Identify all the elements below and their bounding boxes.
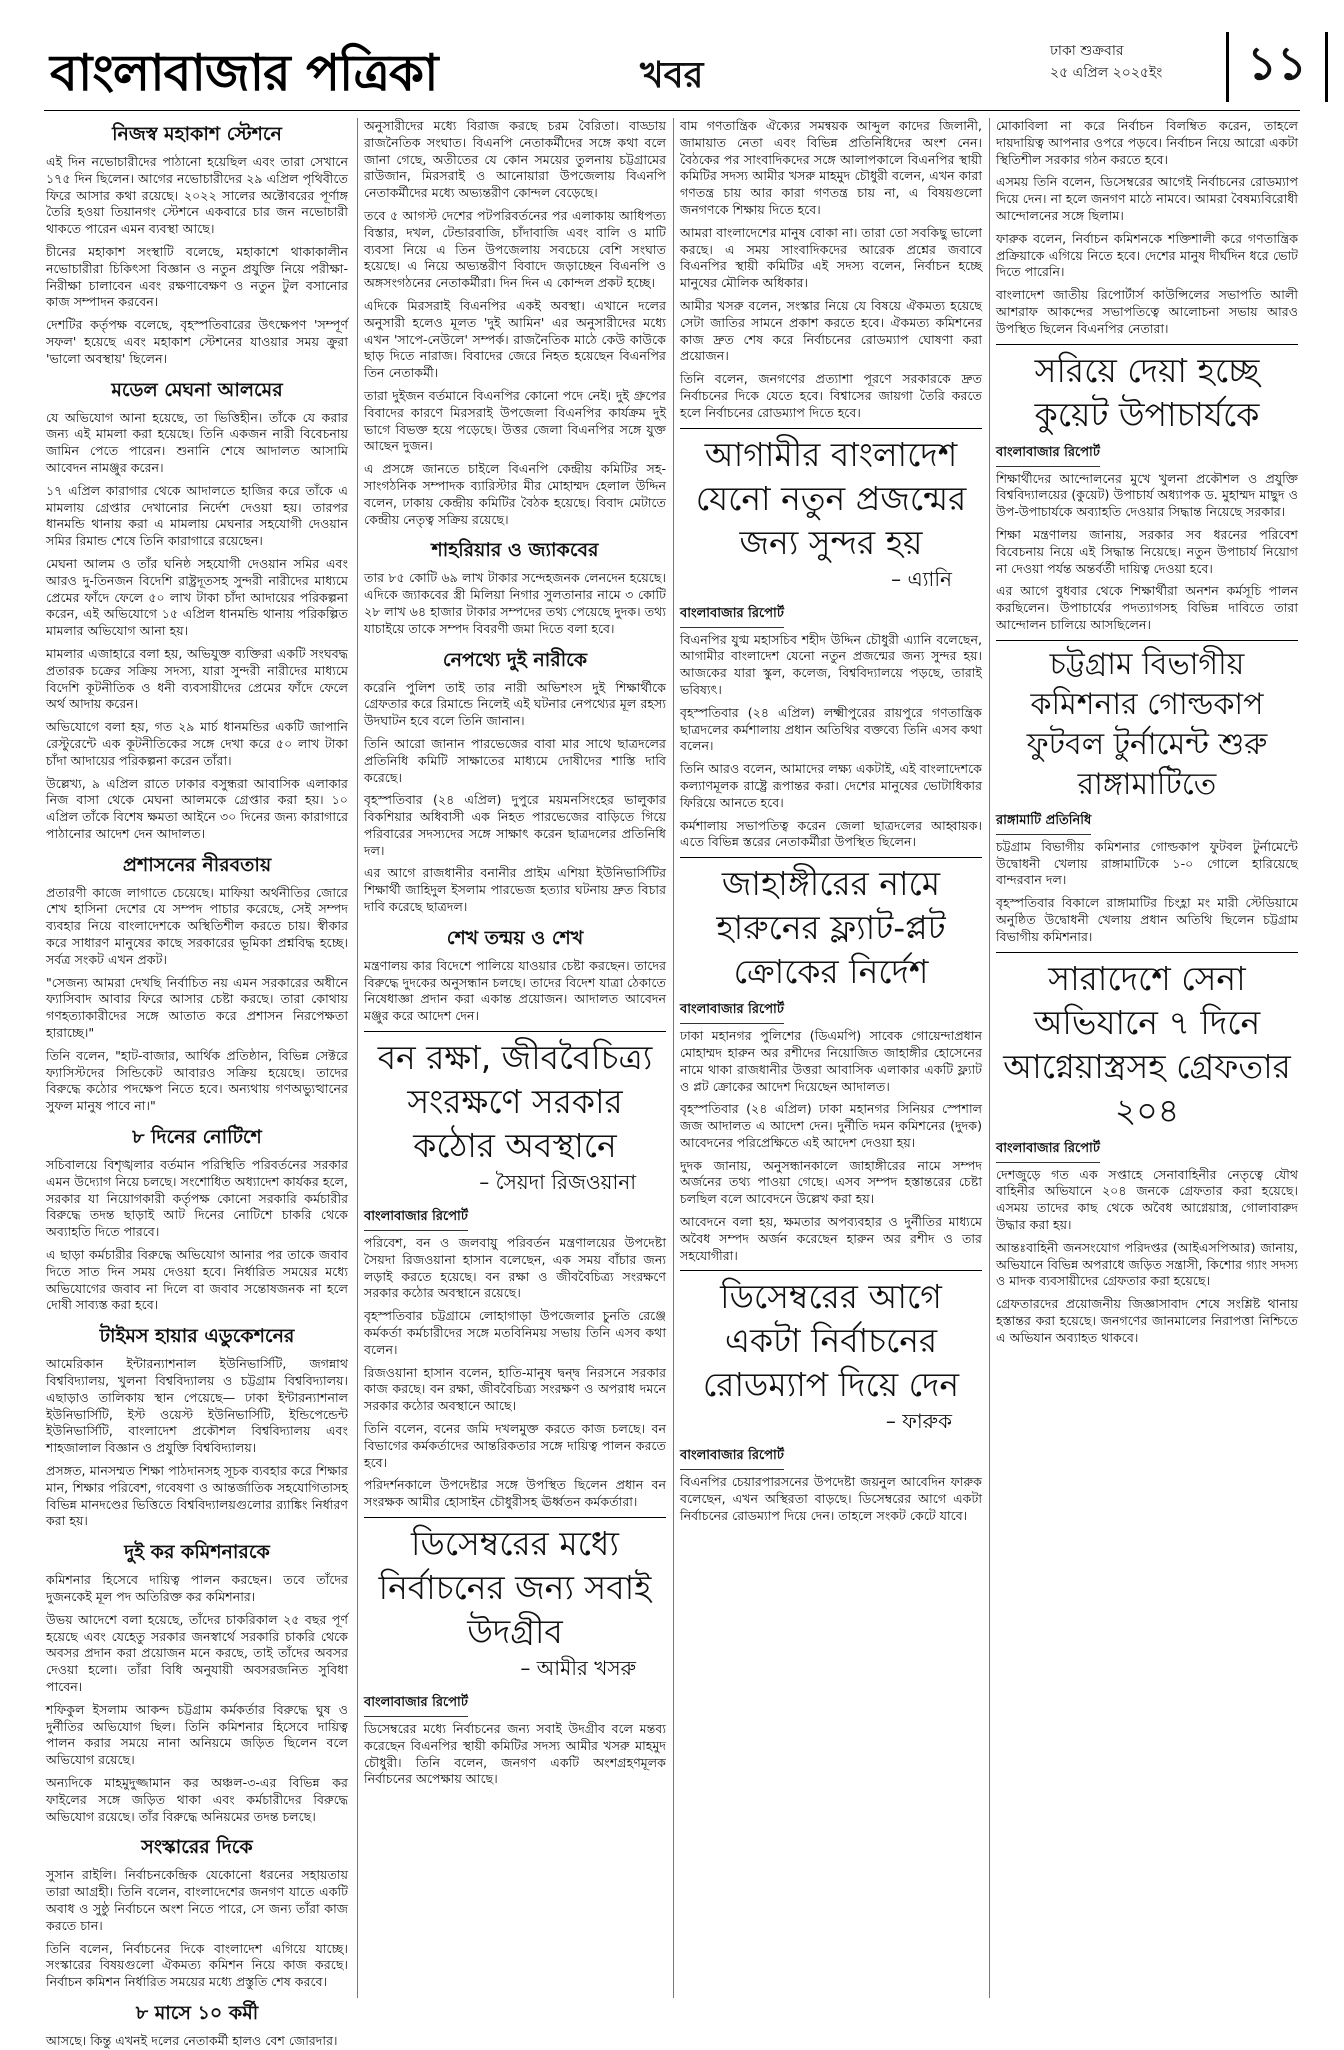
paragraph: সচিবালয়ে বিশৃঙ্খলার বর্তমান পরিস্থিতি পরিবর্তনের সরকার এমন উদ্যোগ নিয়ে চলছে। সংশোধিত অধ্যাদেশ কার্যকর হলে, সরকার যা নিয়োগকারী কর্তৃপক্ষ কোনো সরকারি কর্মচারীর বিরুদ্ধে তদন্ত ছাড়াই আট দিনের নোটিশে চাকরি থেকে অব্যাহতি দিতে পারবে।: [46, 1157, 348, 1240]
city-day: ঢাকা শুক্রবার: [1050, 43, 1124, 59]
column-divider: [357, 118, 358, 1998]
kicker: সংস্কারের দিকে: [141, 1836, 253, 1859]
paragraph: বৃহস্পতিবার (২৪ এপ্রিল) ঢাকা মহানগর সিনিয়র স্পেশাল জজ আদালত এ আদেশ দেন। দুর্নীতি দমন কমিশনের (দুদক) আবেদনের পরিপ্রেক্ষিতে এই আদেশ দেওয়া হয়।: [680, 1101, 982, 1150]
paragraph: দেশটির কর্তৃপক্ষ বলেছে, বৃহস্পতিবারের উৎক্ষেপণ 'সম্পূর্ণ সফল' হয়েছে এবং মহাকাশ স্টেশনের যাওয়ার সময় ক্রুরা 'ভালো অবস্থায়' ছিলেন।: [46, 317, 348, 366]
rule: [680, 857, 982, 858]
paragraph: কমিশনার হিসেবে দায়িত্ব পালন করছেন। তবে তাঁদের দুজনকেই মূল পদ অতিরিক্ত কর কমিশনার।: [46, 1572, 348, 1604]
byline: বাংলাবাজার রিপোর্ট: [364, 1207, 468, 1231]
paragraph: ১৭ এপ্রিল কারাগার থেকে আদালতে হাজির করে তাঁকে এ মামলায় গ্রেপ্তার দেখানোর নির্দেশ দেওয়া হয়। তারপর ধানমন্ডি থানায় করা এ মামলায় মেঘনার সহযোগী দেওয়ান সমির রিমান্ড শেষে তিনি কারাগারে রয়েছেন।: [46, 482, 348, 549]
paragraph: পরিবেশ, বন ও জলবায়ু পরিবর্তন মন্ত্রণালয়ের উপদেষ্টা সৈয়দা রিজওয়ানা হাসান বলেছেন, এক সময় বাঁচার জন্য লড়াই করতে হয়েছে। বন রক্ষা ও জীববৈচিত্র্য সংরক্ষণে সরকার কঠোর অবস্থানে রয়েছে।: [364, 1235, 666, 1301]
headline: ডিসেম্বরের মধ্যে নির্বাচনের জন্য সবাই উদগ্রীব: [378, 1524, 652, 1652]
column-2: [364, 118, 666, 1998]
paragraph: বৃহস্পতিবার চট্টগ্রামে লোহাগাড়া উপজেলার চুনতি রেঞ্জে কর্মকর্তা কর্মচারীদের সঙ্গে মতবিনিময় সভায় তিনি এসব কথা বলেন।: [364, 1308, 666, 1357]
paragraph: দুদক জানায়, অনুসন্ধানকালে জাহাঙ্গীরের নামে সম্পদ অর্জনের তথ্য পাওয়া গেছে। এসব সম্পদ হস্তান্তরের চেষ্টা চলছিল বলে আবেদনে উল্লেখ করা হয়।: [680, 1157, 982, 1207]
headline-attribution: – সৈয়দা রিজওয়ানা: [479, 1170, 636, 1195]
byline: বাংলাবাজার রিপোর্ট: [680, 1000, 784, 1024]
column-3: [680, 118, 982, 1998]
paragraph: তিনি আরও বলেন, আমাদের লক্ষ্য একটাই, এই বাংলাদেশকে কল্যাণমূলক রাষ্ট্রে রূপান্তর করা। দেশের মানুষের ভোটাধিকার ফিরিয়ে আনতে হবে।: [680, 761, 982, 810]
paragraph: যে অভিযোগ আনা হয়েছে, তা ভিত্তিহীন। তাঁকে যে করার জন্য এই মামলা করা হয়েছে। তিনি একজন নারী বিবেচনায় জামিন পেতে পারেন। শুনানি শেষে আদালত আসামি আবেদন নামঞ্জুর করেন।: [46, 409, 348, 475]
rule: [996, 344, 1298, 345]
rule: [996, 952, 1298, 953]
paragraph: বিএনপির চেয়ারপারসনের উপদেষ্টা জয়নুল আবেদিন ফারুক বলেছেন, এখন অস্থিরতা বাড়ছে। ডিসেম্বরের আগে একটা নির্বাচনের রোডম্যাপ দিয়ে দেন। তাহলে সংকট কেটে যাবে।: [680, 1474, 982, 1524]
paragraph: তিনি আরো জানান পারভেজের বাবা মার সাথে ছাত্রদলের প্রতিনিধি কমিটি সাক্ষাতের মাধ্যমে দোষীদের শাস্তি দাবি করেছে।: [364, 735, 666, 785]
paragraph: সুসান রাইলি। নির্বাচনকেন্দ্রিক যেকোনো ধরনের সহায়তায় তারা আগ্রহী। তিনি বলেন, বাংলাদেশের জনগণ যাতে একটি অবাধ ও সুষ্ঠু নির্বাচনে অংশ নিতে পারে, সে জন্য তাঁরা কাজ করতে চান।: [46, 1867, 348, 1933]
kicker: শেখ তন্ময় ও শেখ: [446, 926, 584, 949]
column-1: [46, 118, 349, 2048]
paragraph: তিনি বলেন, জনগণের প্রত্যাশা পূরণে সরকারকে দ্রুত নির্বাচনের দিকে যেতে হবে। বিশ্বাসের জায়গা তৈরি করতে হলে নির্বাচনের রোডম্যাপ দিতে হবে।: [680, 371, 982, 420]
paragraph: আন্তঃবাহিনী জনসংযোগ পরিদপ্তর (আইএসপিআর) জানায়, অভিযানে বিভিন্ন অপরাধে জড়িত সন্ত্রাসী, কিশোর গ্যাং সদস্য ও মাদক ব্যবসায়ীদের গ্রেফতার করা হয়েছে।: [996, 1239, 1298, 1289]
byline: বাংলাবাজার রিপোর্ট: [996, 1139, 1100, 1163]
date: ২৫ এপ্রিল ২০২৫ইং: [1050, 65, 1163, 81]
rule: [364, 1031, 666, 1032]
headline-attribution: – ফারুক: [885, 1409, 952, 1434]
rule: [680, 1270, 982, 1271]
paragraph: তিনি বলেন, নির্বাচনের দিকে বাংলাদেশ এগিয়ে যাচ্ছে। সংস্কারের বিষয়গুলো ঐকমত্য কমিশন নিয়ে কাজ করছে। নির্বাচন কমিশন নির্ধারিত সময়ের মধ্যে প্রস্তুতি শেষ করবে।: [46, 1940, 348, 1990]
header-rule: [44, 110, 1300, 111]
paragraph: ফারুক বলেন, নির্বাচন কমিশনকে শক্তিশালী করে গণতান্ত্রিক প্রক্রিয়াকে এগিয়ে নিতে হবে। দেশের মানুষ দীর্ঘদিন ধরে ভোট দিতে পারেনি।: [996, 230, 1298, 280]
kicker: নেপথ্যে দুই নারীকে: [442, 648, 588, 671]
paragraph: এ প্রসঙ্গে জানতে চাইলে বিএনপি কেন্দ্রীয় কমিটির সহ-সাংগঠনিক সম্পাদক ব্যারিস্টার মীর মোহাম্মদ হেলাল উদ্দিন বলেন, ঢাকায় কেন্দ্রীয় কমিটির বৈঠক হয়েছে। বিবাদ মেটাতে কেন্দ্রীয় নেতৃত্ব সক্রিয় রয়েছে।: [364, 461, 666, 527]
paragraph: এর আগে বুধবার থেকে শিক্ষার্থীরা অনশন কর্মসূচি পালন করছিলেন। উপাচার্যের পদত্যাগসহ বিভিন্ন দাবিতে তারা আন্দোলন চালিয়ে আসছিলেন।: [996, 583, 1298, 632]
paragraph: আমরা বাংলাদেশের মানুষ বোকা না। তারা তো সবকিছু ভালো করছে। এ সময় সাংবাদিকদের আরেক প্রশ্নের জবাবে বিএনপির স্থায়ী কমিটির এই সদস্য বলেন, নির্বাচন হচ্ছে মানুষের মৌলিক অধিকার।: [680, 224, 982, 291]
paragraph: মন্ত্রণালয় কার বিদেশে পালিয়ে যাওয়ার চেষ্টা করছেন। তাদের বিরুদ্ধে দুদকের অনুসন্ধান চলছে। তাদের বিদেশ যাত্রা ঠেকাতে নিষেধাজ্ঞা প্রদান করা একান্ত প্রয়োজন। আদালত আবেদন মঞ্জুর করে আদেশ দেন।: [364, 957, 666, 1024]
paragraph: করেনি পুলিশ তাই তার নারী অভিশংস দুই শিক্ষার্থীকে গ্রেফতার করে রিমান্ডে নিলেই এই ঘটনার নেপথ্যের মূল রহস্য উদঘাটন হবে বলে তিনি জানান।: [364, 679, 666, 729]
paragraph: তবে ৫ আগস্ট দেশের পটপরিবর্তনের পর এলাকায় আধিপত্য বিস্তার, দখল, টেন্ডারবাজি, চাঁদাবাজি এবং বালি ও মাটি ব্যবসা নিয়ে এ তিন উপজেলায় সবচেয়ে বেশি সংঘাত হয়েছে। এ নিয়ে অভ্যন্তরীণ বিবাদে জড়াচ্ছেন বিএনপি ও অঙ্গসংগঠনের নেতাকর্মীরা। দিন দিন এ কোন্দল প্রকট হচ্ছে।: [364, 207, 666, 291]
paragraph: উভয় আদেশে বলা হয়েছে, তাঁদের চাকরিকাল ২৫ বছর পূর্ণ হয়েছে এবং যেহেতু সরকার জনস্বার্থে সরকারি চাকরি থেকে অবসর প্রদান করা প্রয়োজন মনে করছে, তাই তাঁদের অবসর দেওয়া হলো। তাঁরা বিধি অনুযায়ী অবসরজনিত সুবিধা পাবেন।: [46, 1611, 348, 1694]
kicker: শাহরিয়ার ও জ্যাকবের: [431, 539, 599, 562]
paragraph: অন্যদিকে মাহমুদুজ্জামান কর অঞ্চল-৩-এর বিভিন্ন কর ফাইলের সঙ্গে জড়িত থাকা এবং কর্মচারীদের বিরুদ্ধে অভিযোগ রয়েছে। তাঁর বিরুদ্ধে অনিয়মের তদন্ত চলছে।: [46, 1774, 348, 1824]
paragraph: তিনি বলেন, বনের জমি দখলমুক্ত করতে কাজ চলছে। বন বিভাগের কর্মকর্তাদের আন্তরিকতার সঙ্গে দায়িত্ব পালন করতে হবে।: [364, 1421, 666, 1470]
paragraph: তারা দুইজন বর্তমানে বিএনপির কোনো পদে নেই। দুই গ্রুপের বিবাদের কারণে মিরসরাই উপজেলা বিএনপির কার্যক্রম দুই ভাগে বিভক্ত হয়ে পড়েছে। উত্তর জেলা বিএনপির সঙ্গে যুক্ত আছেন দুজন।: [364, 387, 666, 454]
paragraph: পরিদর্শনকালে উপদেষ্টার সঙ্গে উপস্থিত ছিলেন প্রধান বন সংরক্ষক আমীর হোসাইন চৌধুরীসহ ঊর্ধ্বতন কর্মকর্তারা।: [364, 1477, 666, 1510]
paragraph: রিজওয়ানা হাসান বলেন, হাতি-মানুষ দ্বন্দ্ব নিরসনে সরকার কাজ করছে। বন রক্ষা, জীববৈচিত্র্য সংরক্ষণ ও অপরাধ দমনে সরকার কঠোর অবস্থানে আছে।: [364, 1364, 666, 1414]
paragraph: গ্রেফতারদের প্রয়োজনীয় জিজ্ঞাসাবাদ শেষে সংশ্লিষ্ট থানায় হস্তান্তর করা হয়েছে। জনগণের জানমালের নিরাপত্তা নিশ্চিতে এ অভিযান অব্যাহত থাকবে।: [996, 1296, 1298, 1345]
paragraph: বিএনপির যুগ্ম মহাসচিব শহীদ উদ্দিন চৌধুরী এ্যানি বলেছেন, আগামীর বাংলাদেশ যেনো নতুন প্রজন্মের জন্য সুন্দর হয়। আজকের যারা স্কুল, কলেজ, বিশ্ববিদ্যালয়ে পড়ছে, তারাই ভবিষ্যৎ।: [680, 631, 982, 697]
headline-attribution: – এ্যানি: [891, 566, 952, 591]
paragraph: আমেরিকান ইন্টারন্যাশনাল ইউনিভার্সিটি, জগন্নাথ বিশ্ববিদ্যালয়, খুলনা বিশ্ববিদ্যালয় ও চট্টগ্রাম বিশ্ববিদ্যালয়। এছাড়াও তালিকায় স্থান পেয়েছে— ঢাকা ইন্টারন্যাশনাল ইউনিভার্সিটি, ইস্ট ওয়েস্ট ইউনিভার্সিটি, ইন্ডিপেন্ডেন্ট ইউনিভার্সিটি, বাংলাদেশ প্রকৌশল বিশ্ববিদ্যালয় এবং শাহজালাল বিজ্ঞান ও প্রযুক্তি বিশ্ববিদ্যালয়।: [46, 1356, 348, 1456]
paragraph: উল্লেখ্য, ৯ এপ্রিল রাতে ঢাকার বসুন্ধরা আবাসিক এলাকার নিজ বাসা থেকে মেঘনা আলমকে গ্রেপ্তার করা হয়। ১০ এপ্রিল তাঁকে বিশেষ ক্ষমতা আইনে ৩০ দিনের জন্য কারাগারে পাঠানোর আদেশ দেন আদালত।: [46, 775, 348, 841]
column-divider: [989, 118, 990, 1998]
kicker: নিজস্ব মহাকাশ স্টেশনে: [112, 123, 282, 145]
paragraph: ডিসেম্বরের মধ্যে নির্বাচনের জন্য সবাই উদগ্রীব বলে মন্তব্য করেছেন বিএনপির স্থায়ী কমিটির সদস্য আমীর খসরু মাহমুদ চৌধুরী। তিনি বলেন, জনগণ একটি অংশগ্রহণমূলক নির্বাচনের অপেক্ষায় আছে।: [364, 1721, 666, 1787]
paragraph: অভিযোগে বলা হয়, গত ২৯ মার্চ ধানমন্ডির একটি জাপানি রেস্টুরেন্টে এক কূটনীতিকের সঙ্গে দেখা করে ৫০ লাখ টাকা চাঁদা আদায়ের পরিকল্পনা করেন তাঁরা।: [46, 719, 348, 768]
headline: জাহাঙ্গীরের নামে হারুনের ফ্ল্যাট-প্লট ক্রোকের নির্দেশ: [716, 864, 946, 992]
kicker: দুই কর কমিশনারকে: [124, 1541, 270, 1564]
byline: বাংলাবাজার রিপোর্ট: [680, 604, 784, 628]
headline: বন রক্ষা, জীববৈচিত্র্য সংরক্ষণে সরকার কঠোর অবস্থানে: [377, 1038, 653, 1166]
byline: বাংলাবাজার রিপোর্ট: [364, 1693, 468, 1717]
column-divider: [673, 118, 674, 1998]
paragraph: আমীর খসরু বলেন, সংস্কার নিয়ে যে বিষয়ে ঐকমত্য হয়েছে সেটা জাতির সামনে প্রকাশ করতে হবে। ঐকমত্য কমিশনের কাজ দ্রুত শেষ করে নির্বাচনের রোডম্যাপ ঘোষণা করা প্রয়োজন।: [680, 297, 982, 364]
paragraph: "সেজন্য আমরা দেখছি নির্বাচিত নয় এমন সরকারের অধীনে ফ্যাসিবাদ আবার ফিরে আসার চেষ্টা করছে। তারা কোথায় গণহত্যাকারীদের সঙ্গে আতাত করে প্রশাসন নিরপেক্ষতা হারাচ্ছে।": [46, 974, 348, 1041]
paragraph: বৃহস্পতিবার (২৪ এপ্রিল) দুপুরে ময়মনসিংহের ভালুকার বিকশিয়ার অধিবাসী এক নিহত পারভেজের বাড়িতে গিয়ে পরিবারের সদস্যদের সঙ্গে সাক্ষাৎ করেন ছাত্রদলের প্রতিনিধি দল।: [364, 792, 666, 858]
rule: [680, 428, 982, 429]
paragraph: প্রতারণী কাজে লাগাতে চেয়েছে। মাফিয়া অর্থনীতির জোরে শেখ হাসিনা দেশের যে সম্পদ পাচার করেছে, সেই সম্পদ ব্যবহার নিয়ে বাংলাদেশকে অস্থিতিশীল করতে চায়। স্বীকার করে সাধারণ মানুষের কাছে সরকারের ভূমিকা প্রশ্নবিদ্ধ হচ্ছে। সর্বত্র সংকট এখন প্রকট।: [46, 884, 348, 967]
byline: রাঙ্গামাটি প্রতিনিধি: [996, 811, 1091, 835]
paragraph: এই দিন নভোচারীদের পাঠানো হয়েছিল এবং তারা সেখানে ১৭৫ দিন ছিলেন। আগের নভোচারীদের ২৯ এপ্রিল পৃথিবীতে ফিরে আসার কথা রয়েছে। ২০২২ সালের অক্টোবরের পূর্ণাঙ্গ তৈরি হওয়া তিয়ানগং স্টেশনে একবারে চার জন নভোচারী থাকতে পারেন এমন ব্যবস্থা আছে।: [46, 154, 348, 237]
headline: চট্টগ্রাম বিভাগীয় কমিশনার গোল্ডকাপ ফুটবল টুর্নামেন্ট শুরু রাঙ্গামাটিতে: [1026, 646, 1268, 802]
kicker: প্রশাসনের নীরবতায়: [122, 853, 272, 876]
paragraph: এ ছাড়া কর্মচারীর বিরুদ্ধে অভিযোগ আনার পর তাকে জবাব দিতে সাত দিন সময় দেওয়া হবে। নির্ধারিত সময়ের মধ্যে অভিযোগের জবাব না দিলে বা জবাব সন্তোষজনক না হলে দোষী সাব্যস্ত করা হবে।: [46, 1247, 348, 1313]
paragraph: মেঘনা আলম ও তাঁর ঘনিষ্ঠ সহযোগী দেওয়ান সমির এবং আরও দু-তিনজন বিদেশি রাষ্ট্রদূতসহ সুন্দরী নারীদের মাধ্যমে প্রেমের ফাঁদে ফেলে ৫০ লাখ টাকা চাঁদা আদায়ের পরিকল্পনা করেন, এই অভিযোগে ১৫ এপ্রিল ধানমন্ডি থানায় পরিকল্পিত মামলার অভিযোগ আনা হয়।: [46, 555, 348, 639]
kicker: ৮ মাসে ১০ কর্মী: [135, 2001, 259, 2024]
dateline: [1050, 40, 1162, 84]
masthead-title: বাংলাবাজার পত্রিকা: [50, 43, 438, 102]
paragraph: শফিকুল ইসলাম আকন্দ চট্টগ্রাম কর্মকর্তার বিরুদ্ধে ঘুষ ও দুর্নীতির অভিযোগ ছিল। তিনি কমিশনার হিসেবে দায়িত্ব পালন করার সময়ে নানা অনিয়মে জড়িত ছিলেন বলে অভিযোগ রয়েছে।: [46, 1701, 348, 1768]
rule: [996, 640, 1298, 641]
paragraph: মোকাবিলা না করে নির্বাচন বিলম্বিত করেন, তাহলে দায়দায়িত্ব আপনার ওপরে পড়বে। নির্বাচন নিয়ে আরো একটা স্থিতিশীল সরকার গঠন করতে হবে।: [996, 118, 1298, 167]
paragraph: কর্মশালায় সভাপতিত্ব করেন জেলা ছাত্রদলের আহ্বায়ক। এতে বিভিন্ন স্তরের নেতাকর্মীরা উপস্থিত ছিলেন।: [680, 817, 982, 850]
headline: সারাদেশে সেনা অভিযানে ৭ দিনে আগ্নেয়াস্ত্রসহ গ্রেফতার ২০৪: [1003, 958, 1291, 1130]
paragraph: এর আগে রাজধানীর বনানীর প্রাইম এশিয়া ইউনিভার্সিটির শিক্ষার্থী জাহিদুল ইসলাম পারভেজ হত্যার ঘটনায় দ্রুত বিচার দাবি করেছে ছাত্রদল।: [364, 865, 666, 915]
headline: আগামীর বাংলাদেশ যেনো নতুন প্রজন্মের জন্য সুন্দর হয়: [695, 434, 967, 562]
paragraph: প্রসঙ্গত, মানসম্মত শিক্ষা পাঠদানসহ সূচক ব্যবহার করে শিক্ষার মান, শিক্ষার পরিবেশ, গবেষণা ও আন্তর্জাতিক সহযোগিতাসহ বিভিন্ন মানদণ্ডের ভিত্তিতে বিশ্ববিদ্যালয়গুলোর র‍্যাঙ্কিং নির্ধারণ করা হয়।: [46, 1463, 348, 1529]
headline: সরিয়ে দেয়া হচ্ছে কুয়েট উপাচার্যকে: [1034, 350, 1260, 434]
paragraph: বাম গণতান্ত্রিক ঐক্যের সমন্বয়ক আব্দুল কাদের জিলানী, জামায়াত নেতা এবং বিভিন্ন প্রতিনিধিদের অংশ নেন। বৈঠকের পর সাংবাদিকদের সঙ্গে আলাপকালে বিএনপির স্থায়ী কমিটির সদস্য আমীর খসরু মাহমুদ চৌধুরী বলেন, এখন কারা গণতন্ত্র চায় আর কারা গণতন্ত্র চায় না, এ বিষয়গুলো জনগণকে শিক্ষায় দিতে হবে।: [680, 118, 982, 217]
column-4: [996, 118, 1298, 1998]
page-number: ১১: [1226, 32, 1328, 102]
paragraph: এসময় তিনি বলেন, ডিসেম্বরের আগেই নির্বাচনের রোডম্যাপ দিয়ে দেন। না হলে জনগণ মাঠে নামবে। আমরা বৈষম্যবিরোধী আন্দোলনের সঙ্গে ছিলাম।: [996, 174, 1298, 223]
headline: ডিসেম্বরের আগে একটা নির্বাচনের রোডম্যাপ দিয়ে দেন: [702, 1277, 960, 1405]
paragraph: শিক্ষা মন্ত্রণালয় জানায়, সরকার সব ধরনের পরিবেশ বিবেচনায় নিয়ে এই সিদ্ধান্ত নিয়েছে। নতুন উপাচার্য নিয়োগ না দেওয়া পর্যন্ত অন্তর্বর্তী দায়িত্ব দেওয়া হবে।: [996, 526, 1298, 576]
paragraph: বাংলাদেশ জাতীয় রিপোর্টার্স কাউন্সিলের সভাপতি আলী আশরাফ আকন্দের সভাপতিত্বে আলোচনা সভায় আরও উপস্থিত ছিলেন বিএনপির নেতারা।: [996, 287, 1298, 336]
paragraph: চীনের মহাকাশ সংস্থাটি বলেছে, মহাকাশে থাকাকালীন নভোচারীরা চিকিৎসা বিজ্ঞান ও নতুন প্রযুক্তি নিয়ে পরীক্ষা-নিরীক্ষা চালাবেন এবং রক্ষণাবেক্ষণ ও নতুন টুল বসানোর কাজ সম্পাদন করবেন।: [46, 243, 348, 310]
kicker: ৮ দিনের নোটিশে: [132, 1126, 262, 1149]
paragraph: তার ৮৫ কোটি ৬৯ লাখ টাকার সন্দেহজনক লেনদেন হয়েছে। এদিকে জ্যাকবের স্ত্রী মিলিয়া নিগার সুলতানার নামে ৩ কোটি ২৮ লাখ ৬৪ হাজার টাকার সম্পদের তথ্য পেয়েছে দুদক। তথ্য যাচাইয়ে তাকে সম্পদ বিবরণী জমা দিতে বলা হবে।: [364, 570, 666, 636]
kicker: টাইমস হায়ার এডুকেশনের: [99, 1325, 295, 1348]
paragraph: বৃহস্পতিবার (২৪ এপ্রিল) লক্ষ্মীপুরের রায়পুরে গণতান্ত্রিক ছাত্রদলের কর্মশালায় প্রধান অতিথির বক্তব্যে তিনি এসব কথা বলেন।: [680, 704, 982, 754]
paragraph: শিক্ষার্থীদের আন্দোলনের মুখে খুলনা প্রকৌশল ও প্রযুক্তি বিশ্ববিদ্যালয়ের (কুয়েট) উপাচার্য অধ্যাপক ড. মুহাম্মদ মাছুদ ও উপ-উপাচার্যকে অব্যাহতি দেওয়ার সিদ্ধান্ত নিয়েছে সরকার।: [996, 470, 1298, 520]
paragraph: ঢাকা মহানগর পুলিশের (ডিএমপি) সাবেক গোয়েন্দাপ্রধান মোহাম্মদ হারুন অর রশীদের নিয়োজিত জাহাঙ্গীর হোসেনের নামে থাকা রাজধানীর উত্তরা আবাসিক এলাকার একটি ফ্ল্যাট ও প্লট ক্রোকের আদেশ দিয়েছেন আদালত।: [680, 1028, 982, 1094]
kicker: মডেল মেঘনা আলমের: [111, 378, 283, 401]
byline: বাংলাবাজার রিপোর্ট: [996, 443, 1100, 467]
paragraph: বৃহস্পতিবার বিকালে রাঙ্গামাটির চিংহ্লা মং মারী স্টেডিয়ামে অনুষ্ঠিত উদ্বোধনী খেলায় প্রধান অতিথি ছিলেন চট্টগ্রাম বিভাগীয় কমিশনার।: [996, 895, 1298, 944]
paragraph: আসছে। কিন্তু এখনই দলের নেতাকর্মী হালও বেশ জোরদার।: [46, 2032, 338, 2048]
headline-attribution: – আমীর খসরু: [520, 1656, 636, 1681]
paragraph: তিনি বলেন, "হাট-বাজার, আর্থিক প্রতিষ্ঠান, বিভিন্ন সেক্টরে ফ্যাসিস্টদের সিন্ডিকেট আবারও সক্রিয় হয়েছে। তাদের বিরুদ্ধে কঠোর পদক্ষেপ নিতে হবে। অন্যথায় গণঅভ্যুত্থানের সুফল মানুষ পাবে না।": [46, 1047, 348, 1114]
paragraph: আবেদনে বলা হয়, ক্ষমতার অপব্যবহার ও দুর্নীতির মাধ্যমে অবৈধ সম্পদ অর্জন করেছেন হারুন অর রশীদ ও তার সহযোগীরা।: [680, 1214, 982, 1263]
section-label: খবর: [640, 55, 704, 96]
byline: বাংলাবাজার রিপোর্ট: [680, 1446, 784, 1470]
rule: [364, 1517, 666, 1518]
paragraph: চট্টগ্রাম বিভাগীয় কমিশনার গোল্ডকাপ ফুটবল টুর্নামেন্টে উদ্বোধনী খেলায় রাঙ্গামাটিকে ১-০ গোলে হারিয়েছে বান্দরবান দল।: [996, 838, 1298, 888]
paragraph: অনুসারীদের মধ্যে বিরাজ করছে চরম বৈরিতা। বাড্ডায় রাজনৈতিক সংঘাত। বিএনপি নেতাকর্মীদের সঙ্গে কথা বলে জানা গেছে, অতীতের যে কোন সময়ের তুলনায় চট্টগ্রামের রাউজান, মিরসরাই ও আনোয়ারা উপজেলায় বিএনপি নেতাকর্মীদের মধ্যে অভ্যন্তরীণ কোন্দল বেড়েছে।: [364, 118, 666, 201]
paragraph: দেশজুড়ে গত এক সপ্তাহে সেনাবাহিনীর নেতৃত্বে যৌথ বাহিনীর অভিযানে ২০৪ জনকে গ্রেফতার করা হয়েছে। এসময় তাদের কাছ থেকে অবৈধ আগ্নেয়াস্ত্র, গোলাবারুদ উদ্ধার করা হয়।: [996, 1166, 1298, 1232]
paragraph: এদিকে মিরসরাই বিএনপির একই অবস্থা। এখানে দলের অনুসারী হলেও মূলত 'দুই আমিন' এর অনুসারীদের মধ্যে এখন 'সাপে-নেউলে' সম্পর্ক। রাজনৈতিক মাঠে কেউ কাউকে ছাড় দিতে নারাজ। বিবাদের জেরে নিহত হয়েছেন বিএনপির তিন নেতাকর্মী।: [364, 297, 666, 381]
paragraph: মামলার এজাহারে বলা হয়, অভিযুক্ত ব্যক্তিরা একটি সংঘবদ্ধ প্রতারক চক্রের সক্রিয় সদস্য, যারা সুন্দরী নারীদের মাধ্যমে বিদেশি কূটনীতিক ও ধনী ব্যবসায়ীদের প্রেমের ফাঁদে ফেলে অর্থ আদায় করেন।: [46, 645, 349, 712]
